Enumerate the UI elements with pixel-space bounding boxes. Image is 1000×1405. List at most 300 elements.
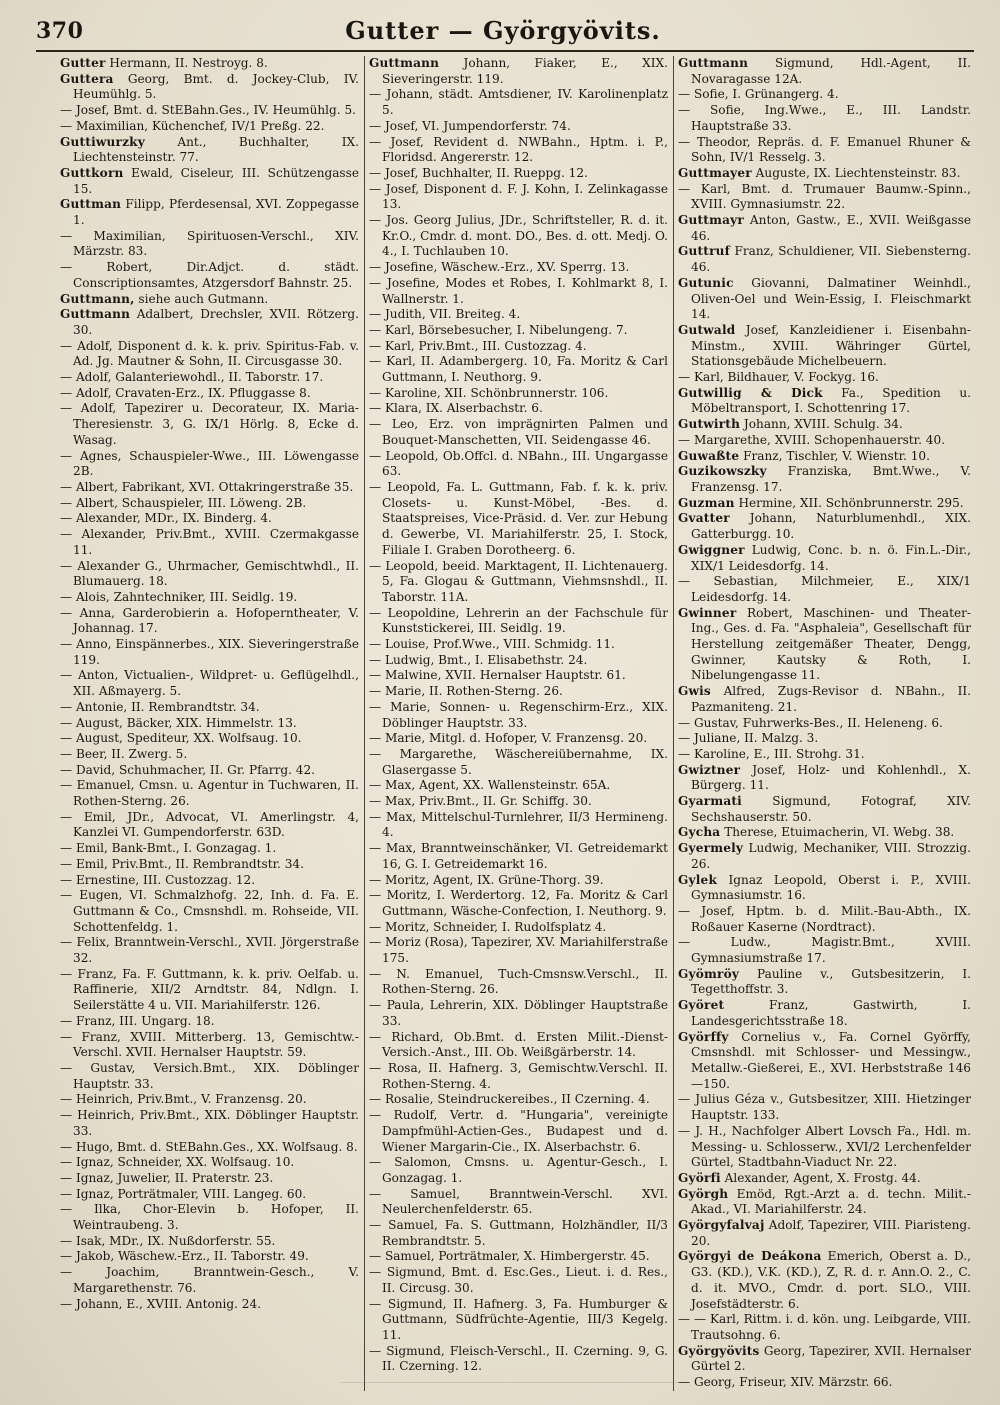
directory-entry: [369, 449, 668, 480]
entry-surname: Gutwald: [678, 322, 736, 337]
directory-entry: [60, 370, 359, 386]
entry-text: — Moritz, I. Werdertorg. 12, Fa. Moritz & Carl Guttmann, Wäsche-Confection, I. Neuthorg. 9.: [369, 888, 668, 918]
entry-text: Alexander, Agent, X. Frostg. 44.: [720, 1170, 921, 1185]
entry-surname: Guzman: [678, 495, 735, 510]
entry-text: — Heinrich, Priv.Bmt., V. Franzensg. 20.: [60, 1092, 307, 1107]
running-head: Gutter — Györgyövits.: [345, 16, 661, 45]
entry-text: — David, Schuhmacher, II. Gr. Pfarrg. 42.: [60, 762, 316, 777]
directory-entry: [60, 763, 359, 779]
entry-text: — Josef, Hptm. b. d. Milit.-Bau-Abth., IX. Roßauer Kaserne (Nordtract).: [678, 903, 971, 934]
directory-entry: [678, 166, 971, 182]
entry-text: — Karl, Bildhauer, V. Fockyg. 16.: [678, 370, 879, 385]
directory-entry: [369, 935, 668, 966]
entry-text: — August, Spediteur, XX. Wolfsaug. 10.: [60, 731, 302, 746]
entry-text: — Ludwig, Bmt., I. Elisabethstr. 24.: [369, 652, 588, 667]
entry-text: Josef, Holz- und Kohlenhdl., X. Bürgerg. 11.: [691, 762, 971, 793]
directory-entry: [60, 307, 359, 338]
entry-text: — Marie, Sonnen- u. Regenschirm-Erz., XIX. Döblinger Hauptstr. 33.: [369, 699, 668, 730]
entry-text: Ludwig, Mechaniker, VIII. Strozzig. 26.: [691, 841, 971, 871]
directory-entry: [60, 1108, 359, 1139]
directory-entry: [678, 213, 971, 244]
entry-text: — Karl, Priv.Bmt., III. Custozzag. 4.: [369, 338, 587, 353]
entry-text: Ignaz Leopold, Oberst i. P., XVIII. Gymnasiumstr. 16.: [691, 872, 971, 903]
entry-surname: Guwaßte: [678, 448, 740, 463]
directory-entry: [369, 700, 668, 731]
entry-surname: Györgyi de Deákona: [678, 1249, 822, 1264]
directory-entry: [678, 904, 971, 935]
entry-text: — Franz, XVIII. Mitterberg. 13, Gemischtw.-Verschl. XVII. Hernalser Hauptstr. 59.: [60, 1029, 359, 1060]
entry-text: — Isak, MDr., IX. Nußdorferstr. 55.: [60, 1233, 276, 1248]
directory-entry: [369, 1249, 668, 1265]
entry-text: — J. H., Nachfolger Albert Lovsch Fa., Hdl. m. Messing- u. Schlosserw., XVI/2 Lerchenfelder Gürtel, Stadtbahn-Viaduct Nr. 22.: [678, 1123, 971, 1170]
entry-text: — Marie, Mitgl. d. Hofoper, V. Franzensg. 20.: [369, 731, 648, 746]
directory-entry: [369, 135, 668, 166]
directory-entry: [60, 292, 359, 308]
directory-entry: [60, 559, 359, 590]
page-footer-mark: [340, 1382, 680, 1393]
directory-entry: [369, 260, 668, 276]
directory-entry: [369, 87, 668, 118]
directory-entry: [60, 888, 359, 935]
directory-entry: [60, 606, 359, 637]
column-3: [678, 56, 976, 1391]
directory-entry: [60, 873, 359, 889]
directory-entry: [678, 1344, 971, 1375]
entry-text: — Ignaz, Porträtmaler, VIII. Langeg. 60.: [60, 1186, 307, 1201]
entry-text: — Josef, Revident d. NWBahn., Hptm. i. P., Floridsd. Angererstr. 12.: [369, 134, 668, 165]
directory-entry: [369, 417, 668, 448]
directory-entry: [678, 511, 971, 542]
entry-text: — Eugen, VI. Schmalzhofg. 22, Inh. d. Fa. E. Guttmann & Co., Cmsnshdl. m. Rohseide, VII. Schottenfeldg. 1.: [60, 888, 359, 934]
directory-entry: [678, 967, 971, 998]
directory-entry: [678, 606, 971, 685]
directory-entry: [678, 1312, 971, 1343]
entry-text: — Albert, Schauspieler, III. Löweng. 2B.: [60, 495, 307, 510]
column-2: [369, 56, 674, 1391]
entry-surname: Györffy: [678, 1029, 729, 1044]
directory-entry: [678, 1030, 971, 1093]
directory-entry: [369, 56, 668, 87]
entry-text: — Margarethe, XVIII. Schopenhauerstr. 40.: [678, 432, 946, 447]
entry-text: — Adolf, Cravaten-Erz., IX. Pfluggasse 8.: [60, 385, 311, 400]
directory-entry: [369, 747, 668, 778]
entry-surname: Gyarmati: [678, 794, 742, 809]
directory-entry: [678, 244, 971, 275]
directory-entry: [678, 1092, 971, 1123]
entry-text: Adolf, Tapezirer, VIII. Piaristeng. 20.: [691, 1218, 971, 1248]
directory-entry: [60, 967, 359, 1014]
directory-entry: [60, 1187, 359, 1203]
directory-entry: [678, 1375, 971, 1391]
directory-entry: [60, 731, 359, 747]
directory-entry: [678, 56, 971, 87]
directory-entry: [369, 1155, 668, 1186]
page-header: [36, 14, 970, 48]
entry-text: — Ignaz, Schneider, XX. Wolfsaug. 10.: [60, 1155, 295, 1170]
directory-entry: [60, 935, 359, 966]
entry-surname: Gutter: [60, 56, 106, 70]
directory-entry: [678, 323, 971, 370]
entry-surname: Gutwillig & Dick: [678, 385, 823, 400]
directory-entry: [60, 401, 359, 448]
entry-text: — Karoline, XII. Schönbrunnerstr. 106.: [369, 385, 609, 400]
entry-text: — — Karl, Rittm. i. d. kön. ung. Leibgarde, VIII. Trautsohng. 6.: [678, 1312, 971, 1342]
entry-text: — Emil, Bank-Bmt., I. Gonzagag. 1.: [60, 841, 277, 856]
directory-entry: [369, 637, 668, 653]
entry-surname: Guttkorn: [60, 165, 124, 180]
entry-text: — Anna, Garderobierin a. Hofoperntheater, V. Johannag. 17.: [60, 605, 359, 636]
directory-entry: [60, 590, 359, 606]
entry-surname: Györgyövits: [678, 1343, 760, 1358]
entry-surname: Györgyfalvaj: [678, 1218, 765, 1233]
directory-entry: [369, 276, 668, 307]
entry-text: Georg, Tapezirer, XVII. Hernalser Gürtel 2.: [691, 1343, 971, 1374]
entry-text: Hermann, II. Nestroyg. 8.: [105, 56, 268, 70]
entry-text: Georg, Bmt. d. Jockey-Club, IV. Heumühlg. 5.: [73, 71, 359, 102]
entry-surname: Gyömröy: [678, 966, 740, 981]
entry-text: Fa., Spedition u. Möbeltransport, I. Schottenring 17.: [691, 385, 971, 416]
directory-entry: [60, 1014, 359, 1030]
directory-entry: [369, 794, 668, 810]
entry-text: Auguste, IX. Liechtensteinstr. 83.: [751, 165, 961, 180]
entry-text: Emöd, Rgt.-Arzt a. d. techn. Milit.-Akad., VI. Mariahilferstr. 24.: [691, 1186, 971, 1217]
entry-text: Hermine, XII. Schönbrunnerstr. 295.: [734, 495, 964, 510]
entry-text: — Judith, VII. Breiteg. 4.: [369, 307, 521, 322]
directory-entry: [369, 1344, 668, 1375]
entry-text: — Adolf, Tapezirer u. Decorateur, IX. Maria-Theresienstr. 3, G. IX/1 Hörlg. 8, Ecke d. Wasag.: [60, 401, 359, 447]
directory-entry: [60, 716, 359, 732]
entry-text: — Alois, Zahntechniker, III. Seidlg. 19.: [60, 589, 298, 604]
entry-text: — Sigmund, II. Hafnerg. 3, Fa. Humburger & Guttmann, Südfrüchte-Agentie, III/3 Kegelg. 11.: [369, 1296, 668, 1342]
entry-text: — Sofie, Ing.Wwe., E., III. Landstr. Hauptstraße 33.: [678, 103, 971, 133]
directory-entry: [60, 527, 359, 558]
entry-text: Robert, Maschinen- und Theater-Ing., Ges. d. Fa. "Asphaleia", Gesellschaft für Herstellung zeitgemäßer Theater, Dengg, Gwinner, Kautsky & Roth, I. Nibelungengasse 11.: [691, 605, 971, 683]
entry-text: — Samuel, Fa. S. Guttmann, Holzhändler, II/3 Rembrandtstr. 5.: [369, 1218, 668, 1248]
entry-surname: Guttruf: [678, 244, 731, 259]
directory-entry: [60, 197, 359, 228]
entry-text: — Leopold, Fa. L. Guttmann, Fab. f. k. k. priv. Closets- u. Kunst-Möbel, -Bes. d. Staatspreises, Vice-Präsid. d. Ver. zur Hebung d. Gewerbe, VI. Mariahilferstr. 25, I. Stock, Filiale I. Graben Dorotheerg. 6.: [369, 479, 668, 557]
directory-entry: [60, 166, 359, 197]
entry-text: Josef, Kanzleidiener i. Eisenbahn-Minstm., XVIII. Währinger Gürtel, Stationsgebäude Michelbeuern.: [691, 322, 971, 369]
entry-text: Franz, Tischler, V. Wienstr. 10.: [739, 448, 930, 463]
entry-text: — Juliane, II. Malzg. 3.: [678, 731, 819, 746]
entry-text: — Franz, III. Ungarg. 18.: [60, 1013, 215, 1028]
entry-text: — Moritz, Agent, IX. Grüne-Thorg. 39.: [369, 872, 604, 887]
directory-entry: [60, 119, 359, 135]
entry-text: — Marie, II. Rothen-Sterng. 26.: [369, 684, 563, 699]
entry-text: — Sigmund, Fleisch-Verschl., II. Czerning. 9, G. II. Czerning. 12.: [369, 1343, 668, 1374]
entry-text: — Karl, II. Adambergerg. 10, Fa. Moritz & Carl Guttmann, I. Neuthorg. 9.: [369, 354, 668, 385]
entry-text: — Alexander G., Uhrmacher, Gemischtwhdl., II. Blumauerg. 18.: [60, 558, 359, 589]
directory-entry: [678, 464, 971, 495]
entry-text: — Malwine, XVII. Hernalser Hauptstr. 61.: [369, 668, 626, 683]
entry-text: — Georg, Friseur, XIV. Märzstr. 66.: [678, 1375, 893, 1390]
directory-entry: [369, 668, 668, 684]
directory-entry: [369, 307, 668, 323]
entry-text: — Gustav, Fuhrwerks-Bes., II. Heleneng. 6.: [678, 715, 943, 730]
entry-text: — Josefine, Wäschew.-Erz., XV. Sperrg. 13.: [369, 260, 630, 275]
entry-text: — Karl, Börsebesucher, I. Nibelungeng. 7.: [369, 322, 628, 337]
directory-entry: [60, 778, 359, 809]
entry-surname: Györgh: [678, 1186, 729, 1201]
directory-entry: [369, 998, 668, 1029]
entry-text: — Leopoldine, Lehrerin an der Fachschule für Kunststickerei, III. Seidlg. 19.: [369, 605, 668, 636]
directory-entry: [369, 119, 668, 135]
directory-entry: [60, 810, 359, 841]
entry-text: — Margarethe, Wäschereiübernahme, IX. Glasergasse 5.: [369, 746, 668, 777]
entry-surname: Gwinner: [678, 605, 737, 620]
entry-text: — Joachim, Branntwein-Gesch., V. Margarethenstr. 76.: [60, 1265, 359, 1295]
entry-surname: Guttera: [60, 71, 114, 86]
directory-entry: [369, 920, 668, 936]
directory-entry: [678, 731, 971, 747]
directory-entry: [60, 386, 359, 402]
entry-text: — Moritz, Schneider, I. Rudolfsplatz 4.: [369, 919, 607, 934]
directory-entry: [369, 182, 668, 213]
entry-text: — Samuel, Branntwein-Verschl. XVI. Neulerchenfelderstr. 65.: [369, 1186, 668, 1217]
entry-surname: Györet: [678, 998, 725, 1013]
directory-entry: [678, 1187, 971, 1218]
entry-text: — Anton, Victualien-, Wildpret- u. Geflügelhdl., XII. Aßmayerg. 5.: [60, 668, 359, 699]
entry-text: — Josefine, Modes et Robes, I. Kohlmarkt 8, I. Wallnerstr. 1.: [369, 275, 668, 306]
entry-text: — Paula, Lehrerin, XIX. Döblinger Hauptstraße 33.: [369, 998, 668, 1028]
entry-text: — Felix, Branntwein-Verschl., XVII. Jörgerstraße 32.: [60, 935, 359, 966]
directory-entry: [60, 857, 359, 873]
entry-text: — Julius Géza v., Gutsbesitzer, XIII. Hietzinger Hauptstr. 133.: [678, 1092, 971, 1123]
entry-text: Adalbert, Drechsler, XVII. Rötzerg. 30.: [73, 307, 359, 337]
entry-text: — Emil, Priv.Bmt., II. Rembrandtstr. 34.: [60, 856, 304, 871]
entry-text: — Adolf, Disponent d. k. k. priv. Spiritus-Fab. v. Ad. Jg. Mautner & Sohn, II. Circusgasse 30.: [60, 338, 359, 369]
directory-entry: [678, 496, 971, 512]
entry-text: Filipp, Pferdesensal, XVI. Zoppegasse 1.: [73, 197, 359, 228]
entry-text: — Alexander, MDr., IX. Binderg. 4.: [60, 511, 272, 526]
directory-entry: [60, 1249, 359, 1265]
entry-surname: Gylek: [678, 872, 718, 887]
directory-entry: [60, 841, 359, 857]
directory-entry: [369, 166, 668, 182]
directory-entry: [369, 323, 668, 339]
entry-surname: Gycha: [678, 825, 721, 840]
directory-entry: [678, 1218, 971, 1249]
directory-entry: [369, 731, 668, 747]
entry-surname: Guttmayer: [678, 165, 752, 180]
entry-text: — Rosalie, Steindruckereibes., II Czerning. 4.: [369, 1092, 650, 1107]
directory-entry: [60, 1155, 359, 1171]
header-rule: [36, 50, 974, 52]
directory-entry: [369, 480, 668, 559]
entry-text: — Leopold, beeid. Marktagent, II. Lichtenauerg. 5, Fa. Glogau & Guttmann, Viehmsnshdl., II. Taborstr. 11A.: [369, 558, 668, 604]
entry-text: — Ilka, Chor-Elevin b. Hofoper, II. Weintraubeng. 3.: [60, 1202, 359, 1233]
entry-text: — Richard, Ob.Bmt. d. Ersten Milit.-Dienst-Versich.-Anst., III. Ob. Weißgärberstr. 14.: [369, 1029, 668, 1060]
entry-text: — Maximilian, Spirituosen-Verschl., XIV. Märzstr. 83.: [60, 228, 359, 259]
entry-text: Alfred, Zugs-Revisor d. NBahn., II. Pazmaniteng. 21.: [691, 684, 971, 714]
directory-entry: [369, 653, 668, 669]
entry-text: — Karl, Bmt. d. Trumauer Baumw.-Spinn., XVIII. Gymnasiumstr. 22.: [678, 181, 971, 212]
directory-entry: [678, 935, 971, 966]
directory-entry: [369, 354, 668, 385]
directory-entry: [60, 103, 359, 119]
entry-text: — Emanuel, Cmsn. u. Agentur in Tuchwaren, II. Rothen-Sterng. 26.: [60, 778, 359, 809]
directory-entry: [60, 1265, 359, 1296]
entry-surname: Gwiztner: [678, 762, 741, 777]
entry-text: — Ignaz, Juwelier, II. Praterstr. 23.: [60, 1170, 274, 1185]
entry-surname: Gyermely: [678, 841, 744, 856]
entry-surname: Gwiggner: [678, 542, 745, 557]
entry-text: — Johann, E., XVIII. Antonig. 24.: [60, 1296, 262, 1311]
entry-text: — Sigmund, Bmt. d. Esc.Ges., Lieut. i. d. Res., II. Circusg. 30.: [369, 1265, 668, 1295]
entry-text: — Gustav, Versich.Bmt., XIX. Döblinger Hauptstr. 33.: [60, 1061, 359, 1091]
directory-entry: [369, 1061, 668, 1092]
entry-text: Sigmund, Hdl.-Agent, II. Novaragasse 12A.: [691, 56, 971, 86]
directory-entry: [60, 260, 359, 291]
directory-columns: [60, 56, 974, 1390]
directory-entry: [369, 778, 668, 794]
entry-text: Franz, Gastwirth, I. Landesgerichtsstraße 18.: [691, 998, 971, 1028]
directory-entry: [678, 433, 971, 449]
directory-entry: [678, 103, 971, 134]
entry-text: — N. Emanuel, Tuch-Cmsnsw.Verschl., II. Rothen-Sterng. 26.: [369, 966, 668, 997]
directory-entry: [60, 449, 359, 480]
directory-entry: [60, 1202, 359, 1233]
directory-entry: [678, 135, 971, 166]
entry-text: — Moriz (Rosa), Tapezirer, XV. Mariahilferstraße 175.: [369, 935, 668, 966]
directory-entry: [678, 794, 971, 825]
entry-text: — Jos. Georg Julius, JDr., Schriftsteller, R. d. it. Kr.O., Cmdr. d. mont. DO., Bes. d. ott. Medj. O. 4., I. Tuchlauben 10.: [369, 213, 668, 259]
entry-text: — Josef, Buchhalter, II. Rueppg. 12.: [369, 165, 588, 180]
entry-text: — Rudolf, Vertr. d. "Hungaria", vereinigte Dampfmühl-Actien-Ges., Budapest und d. Wiener Margarin-Cie., IX. Alserbachstr. 6.: [369, 1108, 668, 1154]
directory-entry: [60, 747, 359, 763]
directory-entry: [678, 370, 971, 386]
directory-entry: [369, 401, 668, 417]
directory-entry: [678, 276, 971, 323]
entry-surname: Guzikowszky: [678, 464, 767, 479]
entry-text: — Jakob, Wäschew.-Erz., II. Taborstr. 49.: [60, 1249, 309, 1264]
entry-text: — Samuel, Porträtmaler, X. Himbergerstr. 45.: [369, 1249, 650, 1264]
directory-entry: [678, 386, 971, 417]
directory-entry: [369, 1108, 668, 1155]
entry-text: — Max, Mittelschul-Turnlehrer, II/3 Hermineng. 4.: [369, 809, 668, 840]
entry-text: Ewald, Ciseleur, III. Schützengasse 15.: [73, 165, 359, 196]
directory-entry: [60, 511, 359, 527]
directory-entry: [369, 873, 668, 889]
entry-text: — Franz, Fa. F. Guttmann, k. k. priv. Oelfab. u. Raffinerie, XII/2 Arndtstr. 84, Ndlgn. I. Seilerstätte 4 u. VII. Mariahilferstr. 126.: [60, 966, 359, 1013]
entry-text: — Maximilian, Küchenchef, IV/1 Preßg. 22.: [60, 118, 325, 133]
entry-text: — Max, Priv.Bmt., II. Gr. Schiffg. 30.: [369, 794, 592, 809]
directory-entry: [678, 449, 971, 465]
entry-text: — Antonie, II. Rembrandtstr. 34.: [60, 699, 260, 714]
entry-text: — Sebastian, Milchmeier, E., XIX/1 Leidesdorfg. 14.: [678, 574, 971, 604]
entry-text: Franziska, Bmt.Wwe., V. Franzensg. 17.: [691, 464, 971, 494]
directory-entry: [369, 967, 668, 998]
directory-entry: [678, 747, 971, 763]
directory-entry: [369, 1265, 668, 1296]
entry-text: — Josef, Disponent d. F. J. Kohn, I. Zelinkagasse 13.: [369, 181, 668, 212]
entry-text: — Max, Branntweinschänker, VI. Getreidemarkt 16, G. I. Getreidemarkt 16.: [369, 841, 668, 871]
entry-text: Johann, Naturblumenhdl., XIX. Gatterburgg. 10.: [691, 511, 971, 542]
entry-text: — Klara, IX. Alserbachstr. 6.: [369, 401, 543, 416]
entry-surname: Guttmann,: [60, 291, 135, 306]
entry-surname: Guttmayr: [678, 213, 744, 228]
entry-text: Johann, Fiaker, E., XIX. Sieveringerstr. 119.: [382, 56, 668, 86]
entry-surname: Gvatter: [678, 511, 730, 526]
directory-entry: [369, 386, 668, 402]
directory-entry: [369, 684, 668, 700]
directory-entry: [678, 684, 971, 715]
directory-entry: [678, 417, 971, 433]
entry-surname: Guttiwurzky: [60, 134, 145, 149]
entry-text: — Agnes, Schauspieler-Wwe., III. Löwengasse 2B.: [60, 448, 359, 479]
entry-text: — Sofie, I. Grünangerg. 4.: [678, 87, 839, 102]
directory-entry: [60, 1092, 359, 1108]
entry-text: — Anno, Einspännerbes., XIX. Sieveringerstraße 119.: [60, 637, 359, 667]
entry-text: Therese, Etuimacherin, VI. Webg. 38.: [720, 825, 955, 840]
page-number: 370: [36, 18, 84, 44]
entry-text: Ant., Buchhalter, IX. Liechtensteinstr. 77.: [73, 134, 359, 165]
directory-entry: [678, 1249, 971, 1312]
entry-text: — Alexander, Priv.Bmt., XVIII. Czermakgasse 11.: [60, 527, 359, 557]
entry-text: — August, Bäcker, XIX. Himmelstr. 13.: [60, 715, 297, 730]
directory-entry: [60, 72, 359, 103]
entry-text: — Leo, Erz. von imprägnirten Palmen und Bouquet-Manschetten, VII. Seidengasse 46.: [369, 417, 668, 447]
entry-surname: Gwis: [678, 684, 711, 699]
entry-surname: Guttmann: [60, 307, 131, 322]
directory-entry: [369, 810, 668, 841]
entry-surname: Gutwirth: [678, 417, 741, 432]
directory-entry: [60, 668, 359, 699]
directory-entry: [60, 339, 359, 370]
entry-text: Franz, Schuldiener, VII. Siebensterng. 46.: [691, 244, 971, 275]
entry-surname: Guttmann: [369, 56, 440, 70]
directory-entry: [678, 825, 971, 841]
entry-surname: Gutunic: [678, 275, 734, 290]
entry-text: siehe auch Gutmann.: [134, 291, 269, 306]
entry-text: — Beer, II. Zwerg. 5.: [60, 746, 188, 761]
entry-text: — Josef, Bmt. d. StEBahn.Ges., IV. Heumühlg. 5.: [60, 103, 357, 118]
entry-surname: Guttmann: [678, 56, 749, 70]
directory-entry: [60, 135, 359, 166]
entry-text: — Theodor, Repräs. d. F. Emanuel Rhuner & Sohn, IV/1 Resselg. 3.: [678, 134, 971, 165]
directory-entry: [678, 841, 971, 872]
directory-entry: [60, 1030, 359, 1061]
directory-entry: [369, 1218, 668, 1249]
entry-text: Johann, XVIII. Schulg. 34.: [740, 417, 903, 432]
entry-text: — Josef, VI. Jumpendorferstr. 74.: [369, 118, 571, 133]
directory-entry: [369, 339, 668, 355]
entry-text: — Rosa, II. Hafnerg. 3, Gemischtw.Verschl. II. Rothen-Sterng. 4.: [369, 1061, 668, 1091]
entry-text: — Emil, JDr., Advocat, VI. Amerlingstr. 4, Kanzlei VI. Gumpendorferstr. 63D.: [60, 809, 359, 840]
directory-entry: [60, 1140, 359, 1156]
entry-text: — Heinrich, Priv.Bmt., XIX. Döblinger Hauptstr. 33.: [60, 1108, 359, 1138]
entry-text: Emerich, Oberst a. D., G3. (KD.), V.K. (KD.), Z, R. d. r. Ann.O. 2., C. d. it. MVO., Cmdr. d. port. SLO., VIII. Josefstädterstr. 6.: [691, 1249, 971, 1311]
entry-text: — Salomon, Cmsns. u. Agentur-Gesch., I. Gonzagag. 1.: [369, 1155, 668, 1185]
entry-text: — Louise, Prof.Wwe., VIII. Schmidg. 11.: [369, 637, 615, 652]
directory-entry: [60, 1297, 359, 1313]
directory-entry: [678, 763, 971, 794]
entry-text: — Ernestine, III. Custozzag. 12.: [60, 872, 256, 887]
directory-entry: [369, 1030, 668, 1061]
directory-entry: [369, 888, 668, 919]
entry-text: — Karoline, E., III. Strohg. 31.: [678, 746, 865, 761]
entry-text: — Johann, städt. Amtsdiener, IV. Karolinenplatz 5.: [369, 87, 668, 118]
directory-entry: [678, 182, 971, 213]
entry-surname: Guttman: [60, 197, 122, 212]
entry-text: — Ludw., Magistr.Bmt., XVIII. Gymnasiumstraße 17.: [678, 935, 971, 966]
directory-entry: [369, 213, 668, 260]
directory-entry: [678, 873, 971, 904]
directory-entry: [60, 496, 359, 512]
directory-entry: [369, 1092, 668, 1108]
directory-entry: [678, 87, 971, 103]
